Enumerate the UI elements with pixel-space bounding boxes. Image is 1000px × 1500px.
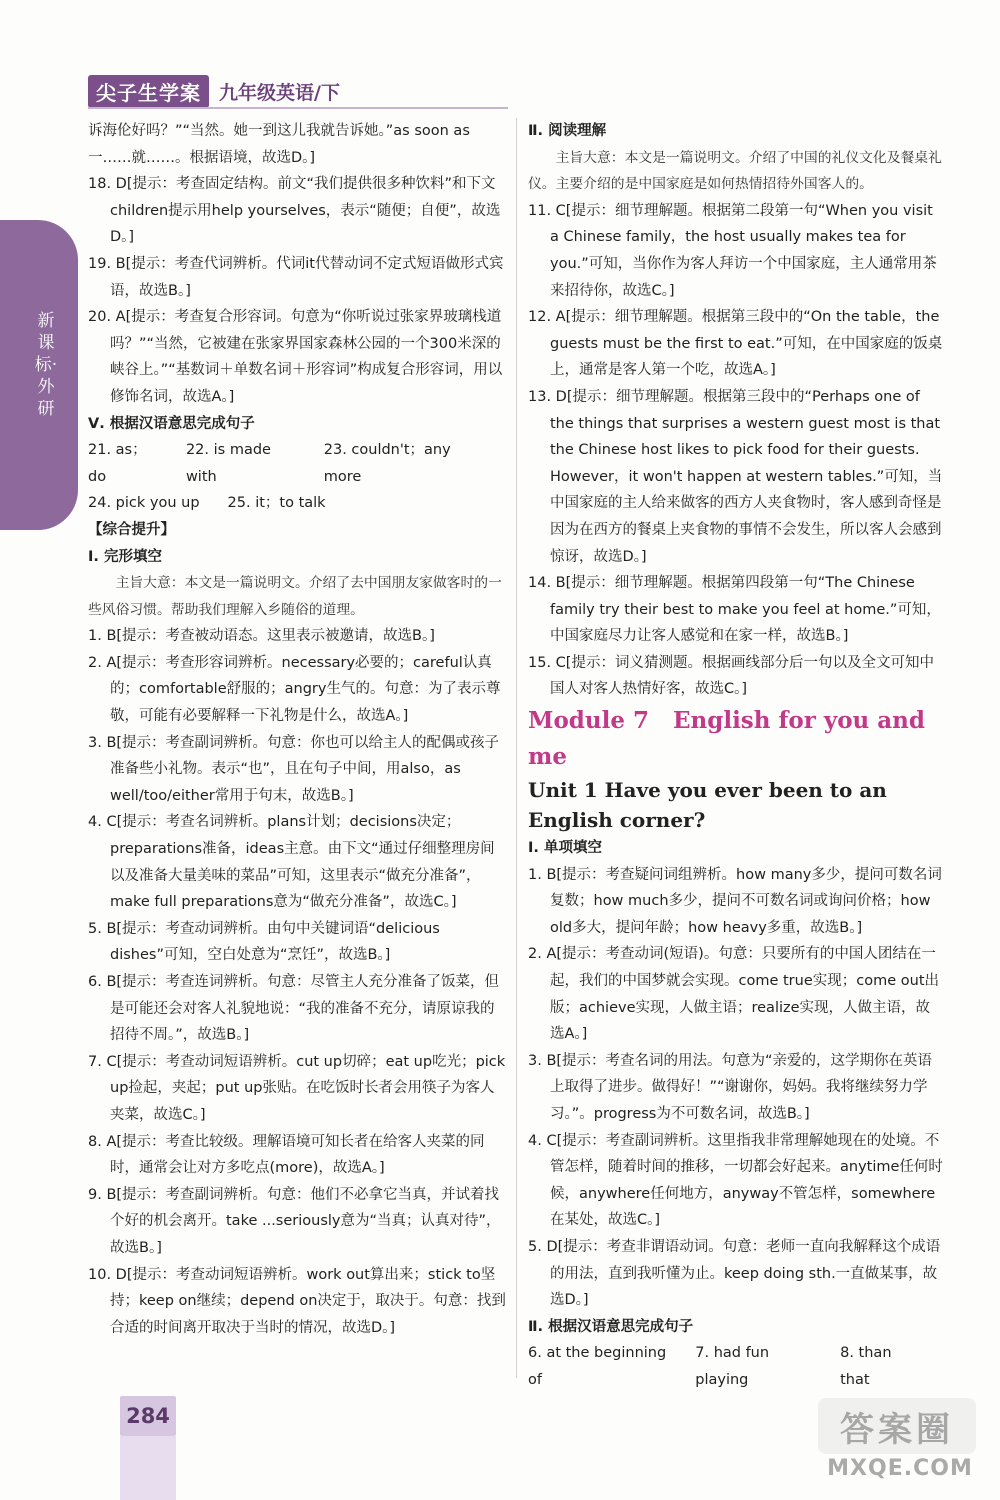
answer-item: 10. D[提示：考查动词短语辨析。work out算出来；stick to坚持；keep on继续；depend on决定于，取决于。句意：找到合适的时间离开取决于当时的情况，故选D。] <box>88 1266 506 1336</box>
answer-item: 11. C[提示：细节理解题。根据第二段第一句“When you visit a Chinese family，the host usually makes tea for you.”可知，当你作为客人拜访一个中国家庭，主人通常用茶来招待你，故选C。] <box>528 202 937 299</box>
answer-item: 3. B[提示：考查副词辨析。句意：你也可以给主人的配偶或孩子准备些小礼物。表示“也”，且在句子中间，用also，as well/too/either常用于句末，故选B。] <box>88 734 500 804</box>
answer-item: 14. B[提示：细节理解题。根据第四段第一句“The Chinese family try their best to make you feel at home.”可知，中国家庭尽力让客人感觉和在家一样，故选B。] <box>528 575 941 645</box>
page-strip <box>120 1436 176 1500</box>
brand-label: 尖子生学案 <box>88 75 209 108</box>
answer-item: 5. B[提示：考查动词辨析。由句中关键词语“delicious dishes”可知，空白处意为“烹饪”，故选B。] <box>88 920 440 964</box>
answer-item: 1. B[提示：考查被动语态。这里表示被邀请，故选B。] <box>88 628 435 645</box>
answer-item: 4. C[提示：考查副词辨析。这里指我非常理解她现在的处境。不管怎样，随着时间的推移，一切都会好起来。anytime任何时候，anywhere任何地方，anyway不管怎样，somewhere在某处，故选C。] <box>528 1132 943 1229</box>
section-heading: Ⅴ. 根据汉语意思完成句子 <box>88 415 255 432</box>
right-column <box>528 118 944 1394</box>
grade-label: 九年级英语/下 <box>219 81 340 104</box>
answer-item: 7. C[提示：考查动词短语辨析。cut up切碎；eat up吃光；pick up捡起，夹起；put up张贴。在吃饭时长者会用筷子为客人夹菜，故选C。] <box>88 1053 506 1123</box>
answer: 23. couldn't；any more <box>323 442 451 485</box>
module-title: English for you and me <box>528 707 925 771</box>
answer-item: 1. B[提示：考查疑问词组辨析。how many多少，提问可数名词复数；how much多少，提问不可数名词或询问价格；how old多大，提问年龄；how heavy多重，故选B。] <box>528 866 942 936</box>
module-label: Module 7 <box>528 707 649 735</box>
answers-row <box>528 1340 944 1393</box>
summary-text: 主旨大意：本文是一篇说明文。介绍了去中国朋友家做客时的一些风俗习惯。帮助我们理解入乡随俗的道理。 <box>88 575 502 618</box>
continued-text: 诉海伦好吗？”“当然。她一到这儿我就告诉她。”as soon as一……就……。根据语境，故选D。] <box>88 123 470 166</box>
answer: 6. at the beginning of <box>528 1345 667 1388</box>
answer-item: 19. B[提示：考查代词辨析。代词it代替动词不定式短语做形式宾语，故选B。] <box>88 255 504 299</box>
summary-text: 主旨大意：本文是一篇说明文。介绍了中国的礼仪文化及餐桌礼仪。主要介绍的是中国家庭是如何热情招待外国客人的。 <box>528 149 942 193</box>
module-heading <box>528 703 944 775</box>
answer: 22. is made with <box>185 442 271 485</box>
answer-item: 2. A[提示：考查形容词辨析。necessary必要的；careful认真的；comfortable舒服的；angry生气的。句意：为了表示尊敬，可能有必要解释一下礼物是什么，故选A。] <box>88 654 501 725</box>
answer: 7. had fun playing <box>695 1345 770 1388</box>
answer-item: 18. D[提示：考查固定结构。前文“我们提供很多种饮料”和下文children提示用help yourselves，表示“随便；自便”，故选D。] <box>88 176 501 246</box>
watermark-logo: 答案圈 <box>818 1398 976 1454</box>
column-divider <box>516 118 517 1378</box>
answer-item: 4. C[提示：考查名词辨析。plans计划；decisions决定；preparations准备，ideas主意。由下文“通过仔细整理房间以及准备大量美味的菜品”可知，这里表示“做充分准备”，make full preparations意为“做充分准备”，故选C。] <box>88 814 495 911</box>
answer-item: 9. B[提示：考查副词辨析。句意：他们不必拿它当真，并试着找个好的机会离开。take ...seriously意为“当真；认真对待”，故选B。] <box>88 1186 501 1256</box>
section-heading: 【综合提升】 <box>88 521 175 538</box>
answer-item: 15. C[提示：词义猜测题。根据画线部分后一句以及全文可知中国人对客人热情好客，故选C。] <box>528 654 934 698</box>
unit-heading: Unit 1 Have you ever been to an English corner? <box>528 778 887 833</box>
watermark-url: MXQE.COM <box>827 1456 973 1481</box>
answers-row <box>88 437 506 490</box>
answer: 8. than that <box>840 1345 892 1388</box>
answer: 25. it；to talk <box>227 495 326 512</box>
answer-item: 6. B[提示：考查连词辨析。句意：尽管主人充分准备了饭菜，但是可能还会对客人礼貌地说：“我的准备不充分，请原谅我的招待不周。”，故选B。] <box>88 974 500 1044</box>
left-column <box>88 118 506 1341</box>
page-number: 284 <box>120 1396 176 1436</box>
answer-item: 8. A[提示：考查比较级。理解语境可知长者在给客人夹菜的同时，通常会让对方多吃点(more)，故选A。] <box>88 1133 485 1177</box>
answer-item: 2. A[提示：考查动词(短语)。句意：只要所有的中国人团结在一起，我们的中国梦就会实现。come true实现；come out出版；achieve实现，人做主语；realize实现，人做主语，故选A。] <box>528 946 939 1043</box>
answer-item: 3. B[提示：考查名词的用法。句意为“亲爱的，这学期你在英语上取得了进步。做得好！”“谢谢你，妈妈。我将继续努力学习。”。progress为不可数名词，故选B。] <box>528 1052 933 1122</box>
section-heading: Ⅰ. 单项填空 <box>528 840 602 857</box>
answer-item: 20. A[提示：考查复合形容词。句意为“你听说过张家界玻璃栈道吗？”“当然，它被建在张家界国家森林公园的一个300米深的峡谷上。”“基数词＋单数名词＋形容词”构成复合形容词，用以修饰名词，故选A。] <box>88 309 503 405</box>
section-heading: Ⅰ. 完形填空 <box>88 548 162 565</box>
answer-item: 13. D[提示：细节理解题。根据第三段中的“Perhaps one of the things that surprises a western guest most is that the Chinese host likes to pick food for their guests. However，it won't happen at western tables.”可知，当中国家庭的主人给来做客的西方人夹食物时，客人感到奇怪是因为在西方的餐桌上夹食物的事情不会发生，所以客人会感到惊讶，故选D。] <box>528 388 943 565</box>
answer: 21. as；do <box>88 442 147 485</box>
answers-row <box>88 490 506 517</box>
header <box>88 76 340 106</box>
answer: 24. pick you up <box>88 495 200 512</box>
header-divider <box>88 107 508 109</box>
side-tab-label: 新课标·外研 <box>34 311 58 419</box>
section-heading: Ⅱ. 阅读理解 <box>528 123 607 139</box>
answer-item: 5. D[提示：考查非谓语动词。句意：老师一直向我解释这个成语的用法，直到我听懂为止。keep doing sth.一直做某事，故选D。] <box>528 1238 941 1309</box>
answer-item: 12. A[提示：细节理解题。根据第三段中的“On the table，the guests must be the first to eat.”可知，在中国家庭的饭桌上，通常是客人第一个吃，故选A。] <box>528 309 943 379</box>
section-heading: Ⅱ. 根据汉语意思完成句子 <box>528 1318 694 1335</box>
